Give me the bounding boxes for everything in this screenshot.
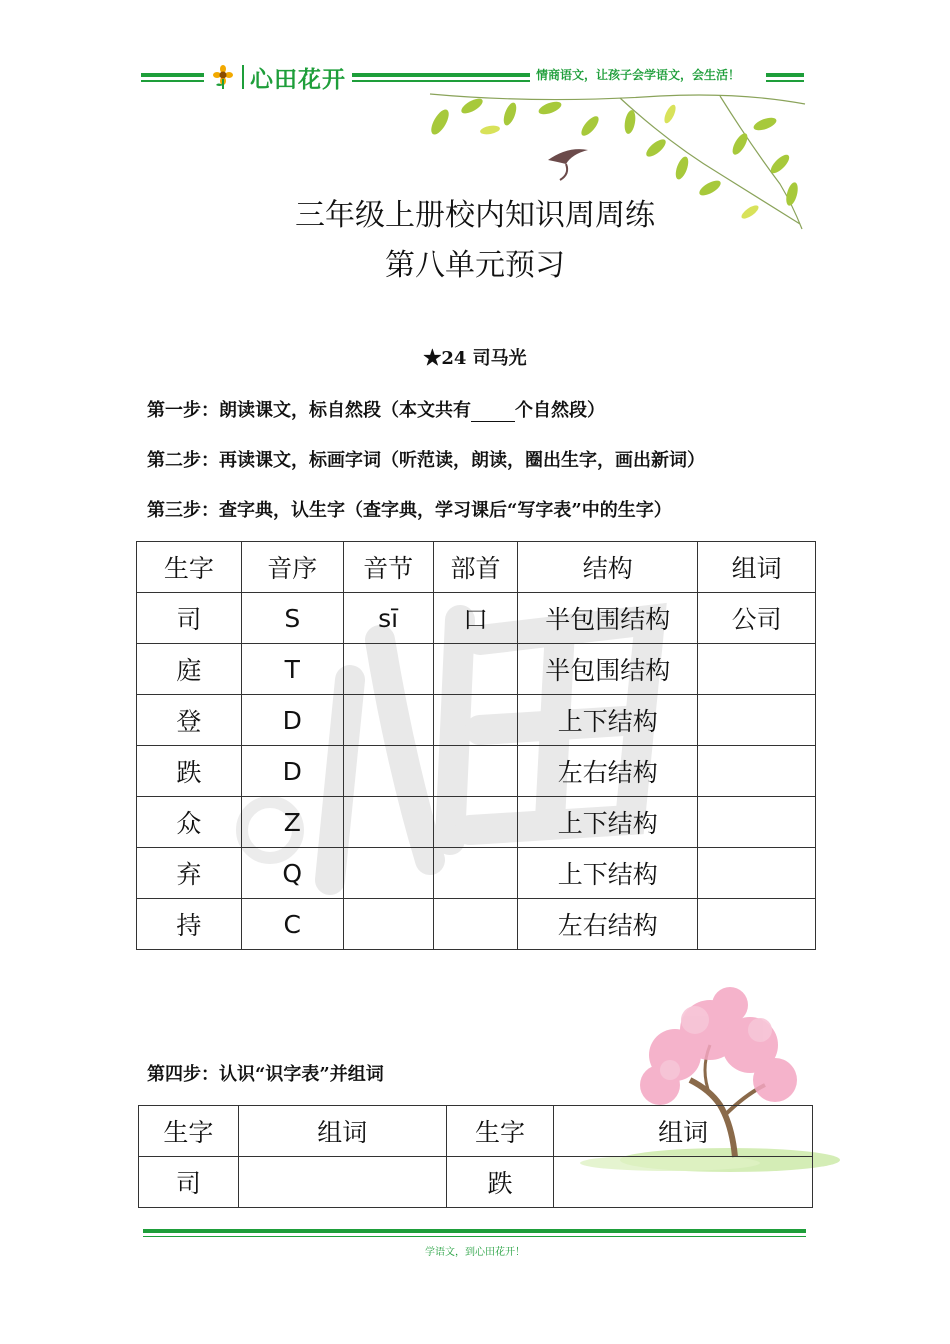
- header-slogan: 情商语文，让孩子会学语文，会生活！: [530, 66, 746, 83]
- char-cell: 司: [139, 1157, 239, 1208]
- char-cell: 跌: [137, 746, 242, 797]
- radical-cell[interactable]: [433, 644, 518, 695]
- table-header-row: [137, 542, 816, 593]
- step-1-text: 第一步：朗读课文，标自然段（本文共有: [147, 400, 471, 421]
- radical-cell[interactable]: [433, 695, 518, 746]
- table-row: [137, 899, 816, 950]
- word-cell[interactable]: [698, 746, 816, 797]
- header-cell: 生字: [137, 542, 242, 593]
- initial-cell: D: [241, 695, 343, 746]
- word-cell[interactable]: [554, 1157, 813, 1208]
- step-1: [147, 396, 605, 422]
- structure-cell: 上下结构: [518, 695, 698, 746]
- word-cell[interactable]: [238, 1157, 446, 1208]
- initial-cell: D: [241, 746, 343, 797]
- structure-cell: 上下结构: [518, 797, 698, 848]
- recognize-table: [138, 1105, 813, 1208]
- table-header-row: [139, 1106, 813, 1157]
- radical-cell[interactable]: [433, 746, 518, 797]
- radical-cell[interactable]: [433, 797, 518, 848]
- table-row: [137, 644, 816, 695]
- char-cell: 庭: [137, 644, 242, 695]
- header-rule-right-thin: [766, 80, 804, 82]
- initial-cell: C: [241, 899, 343, 950]
- step-2: 第二步：再读课文，标画字词（听范读，朗读，圈出生字，画出新词）: [147, 450, 705, 471]
- header-rule-mid-thin: [340, 80, 530, 82]
- pinyin-cell[interactable]: [343, 746, 433, 797]
- header-cell: 生字: [139, 1106, 239, 1157]
- radical-cell[interactable]: [433, 899, 518, 950]
- header-cell: 组词: [554, 1106, 813, 1157]
- table-row: [137, 797, 816, 848]
- footer-rule-thin: [143, 1236, 806, 1237]
- initial-cell: Z: [241, 797, 343, 848]
- char-cell: 弃: [137, 848, 242, 899]
- header-cell: 组词: [698, 542, 816, 593]
- logo-divider: [242, 65, 244, 89]
- structure-cell: 左右结构: [518, 746, 698, 797]
- header-rule-left-thin: [141, 80, 205, 82]
- header-cell: 结构: [518, 542, 698, 593]
- char-study-table: [136, 541, 816, 950]
- pinyin-cell[interactable]: [343, 695, 433, 746]
- sunflower-icon: [210, 64, 236, 90]
- header-cell: 组词: [238, 1106, 446, 1157]
- structure-cell: 半包围结构: [518, 593, 698, 644]
- header-cell: 音序: [241, 542, 343, 593]
- table-row: [137, 848, 816, 899]
- pinyin-cell[interactable]: [343, 797, 433, 848]
- header-rule-left: [141, 73, 205, 77]
- table-row: [137, 746, 816, 797]
- pinyin-cell: sī: [343, 593, 433, 644]
- word-cell[interactable]: [698, 848, 816, 899]
- header-rule-mid: [340, 73, 530, 77]
- page-title: 三年级上册校内知识周周练: [295, 198, 655, 233]
- char-cell: 众: [137, 797, 242, 848]
- pinyin-cell[interactable]: [343, 848, 433, 899]
- header-cell: 生字: [446, 1106, 554, 1157]
- word-cell[interactable]: [698, 695, 816, 746]
- header-cell: 部首: [433, 542, 518, 593]
- initial-cell: S: [241, 593, 343, 644]
- page-subtitle: 第八单元预习: [385, 248, 565, 283]
- table-row: [137, 695, 816, 746]
- lesson-title: ★24 司马光: [423, 348, 527, 369]
- step-1-text-end: 个自然段）: [515, 400, 605, 421]
- brand-name: 心田花开: [250, 66, 346, 93]
- initial-cell: T: [241, 644, 343, 695]
- radical-cell: 口: [433, 593, 518, 644]
- header-rule-right: [766, 73, 804, 77]
- header-cell: 音节: [343, 542, 433, 593]
- table-row: [139, 1157, 813, 1208]
- word-cell[interactable]: [698, 644, 816, 695]
- footer-text: 学语文，到心田花开！: [425, 1247, 525, 1258]
- header-logo: [204, 60, 352, 94]
- table-row: [137, 593, 816, 644]
- char-cell: 登: [137, 695, 242, 746]
- initial-cell: Q: [241, 848, 343, 899]
- structure-cell: 左右结构: [518, 899, 698, 950]
- word-cell: 公司: [698, 593, 816, 644]
- word-cell[interactable]: [698, 797, 816, 848]
- structure-cell: 半包围结构: [518, 644, 698, 695]
- pinyin-cell[interactable]: [343, 899, 433, 950]
- paragraph-count-blank[interactable]: [471, 403, 515, 422]
- char-cell: 持: [137, 899, 242, 950]
- char-cell: 跌: [446, 1157, 554, 1208]
- structure-cell: 上下结构: [518, 848, 698, 899]
- word-cell[interactable]: [698, 899, 816, 950]
- char-cell: 司: [137, 593, 242, 644]
- step-4: 第四步：认识“识字表”并组词: [147, 1064, 384, 1085]
- step-3: 第三步：查字典，认生字（查字典，学习课后“写字表”中的生字）: [147, 500, 672, 521]
- radical-cell[interactable]: [433, 848, 518, 899]
- footer-rule: [143, 1229, 806, 1233]
- pinyin-cell[interactable]: [343, 644, 433, 695]
